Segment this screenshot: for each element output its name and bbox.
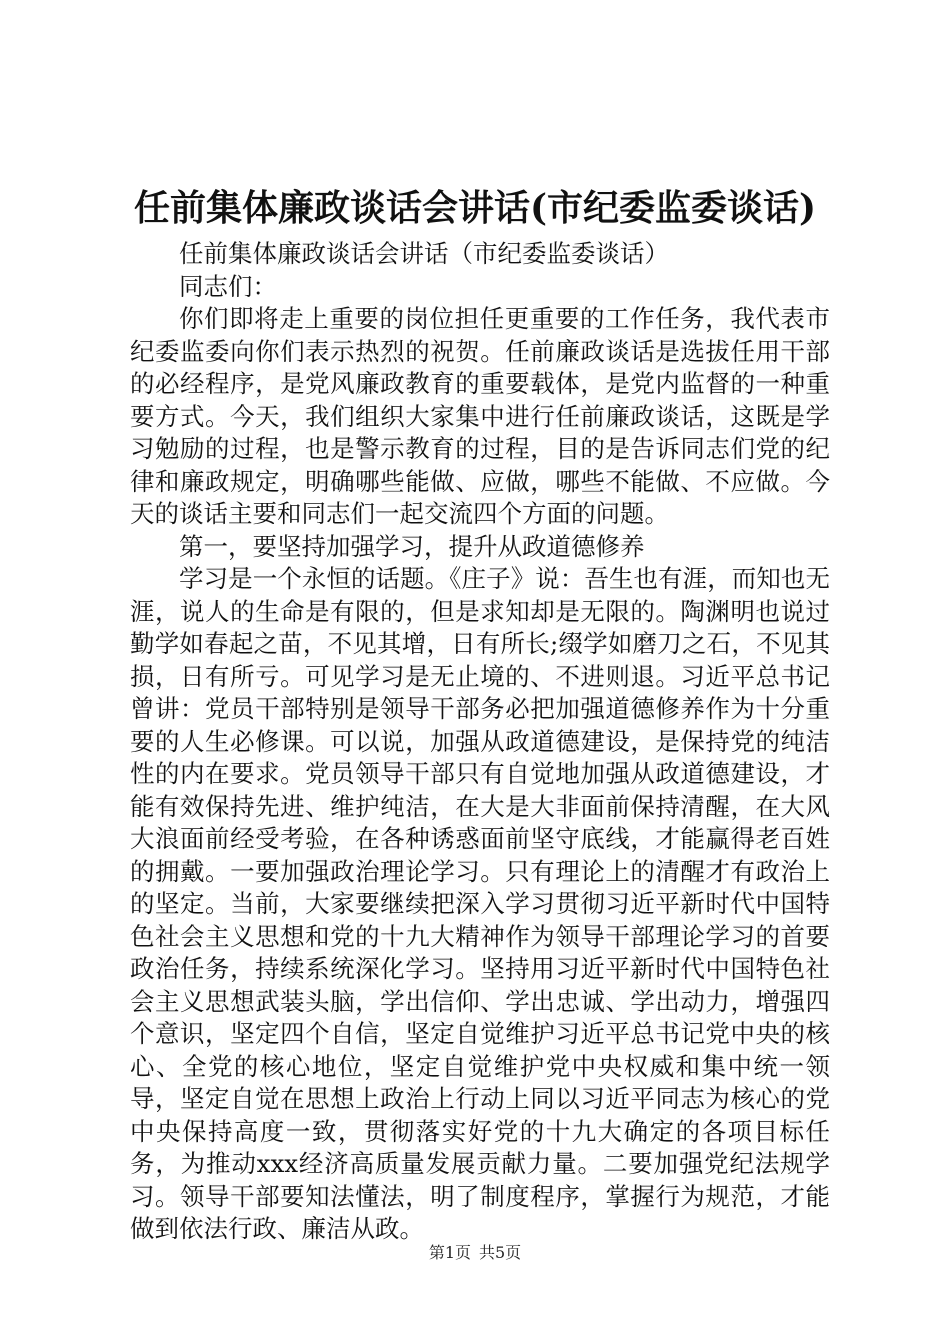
section-heading-first: 第一，要坚持加强学习，提升从政道德修养	[179, 531, 645, 561]
page-number: 第1页	[428, 1243, 471, 1262]
intro-paragraph: 你们即将走上重要的岗位担任更重要的工作任务，我代表市纪委监委向你们表示热烈的祝贺。任前廉政谈话是选拔任用干部的必经程序，是党风廉政教育的重要载体，是党内监督的一种重要方式。今天，我们组织大家集中进行任前廉政谈话，这既是学习勉励的过程，也是警示教育的过程，目的是告诉同志们党的纪律和廉政规定，明确哪些能做、应做，哪些不能做、不应做。今天的谈话主要和同志们一起交流四个方面的问题。	[130, 304, 830, 528]
document-body	[130, 238, 830, 1246]
subtitle-paragraph: 任前集体廉政谈话会讲话（市纪委监委谈话）	[179, 239, 669, 268]
page-footer	[0, 1242, 950, 1264]
page-total: 共5页	[479, 1243, 522, 1262]
document-title: 任前集体廉政谈话会讲话(市纪委监委谈话)	[133, 187, 817, 229]
salutation-paragraph: 同志们：	[179, 271, 277, 301]
study-paragraph: 学习是一个永恒的话题。《庄子》说：吾生也有涯，而知也无涯，说人的生命是有限的，但是求知却是无限的。陶渊明也说过勤学如春起之苗，不见其增，日有所长;缀学如磨刀之石，不见其损，日有所亏。可见学习是无止境的、不进则退。习近平总书记曾讲：党员干部特别是领导干部务必把加强道德修养作为十分重要的人生必修课。可以说，加强从政道德建设，是保持党的纯洁性的内在要求。党员领导干部只有自觉地加强从政道德建设，才能有效保持先进、维护纯洁，在大是大非面前保持清醒，在大风大浪面前经受考验，在各种诱惑面前坚守底线，才能赢得老百姓的拥戴。一要加强政治理论学习。只有理论上的清醒才有政治上的坚定。当前，大家要继续把深入学习贯彻习近平新时代中国特色社会主义思想和党的十九大精神作为领导干部理论学习的首要政治任务，持续系统深化学习。坚持用习近平新时代中国特色社会主义思想武装头脑，学出信仰、学出忠诚、学出动力，增强四个意识，坚定四个自信，坚定自觉维护习近平总书记党中央的核心、全党的核心地位，坚定自觉维护党中央权威和集中统一领导，坚定自觉在思想上政治上行动上同以习近平同志为核心的党中央保持高度一致，贯彻落实好党的十九大确定的各项目标任务，为推动xxx经济高质量发展贡献力量。二要加强党纪法规学习。领导干部要知法懂法，明了制度程序，掌握行为规范，才能做到依法行政、廉洁从政。	[130, 564, 830, 1243]
